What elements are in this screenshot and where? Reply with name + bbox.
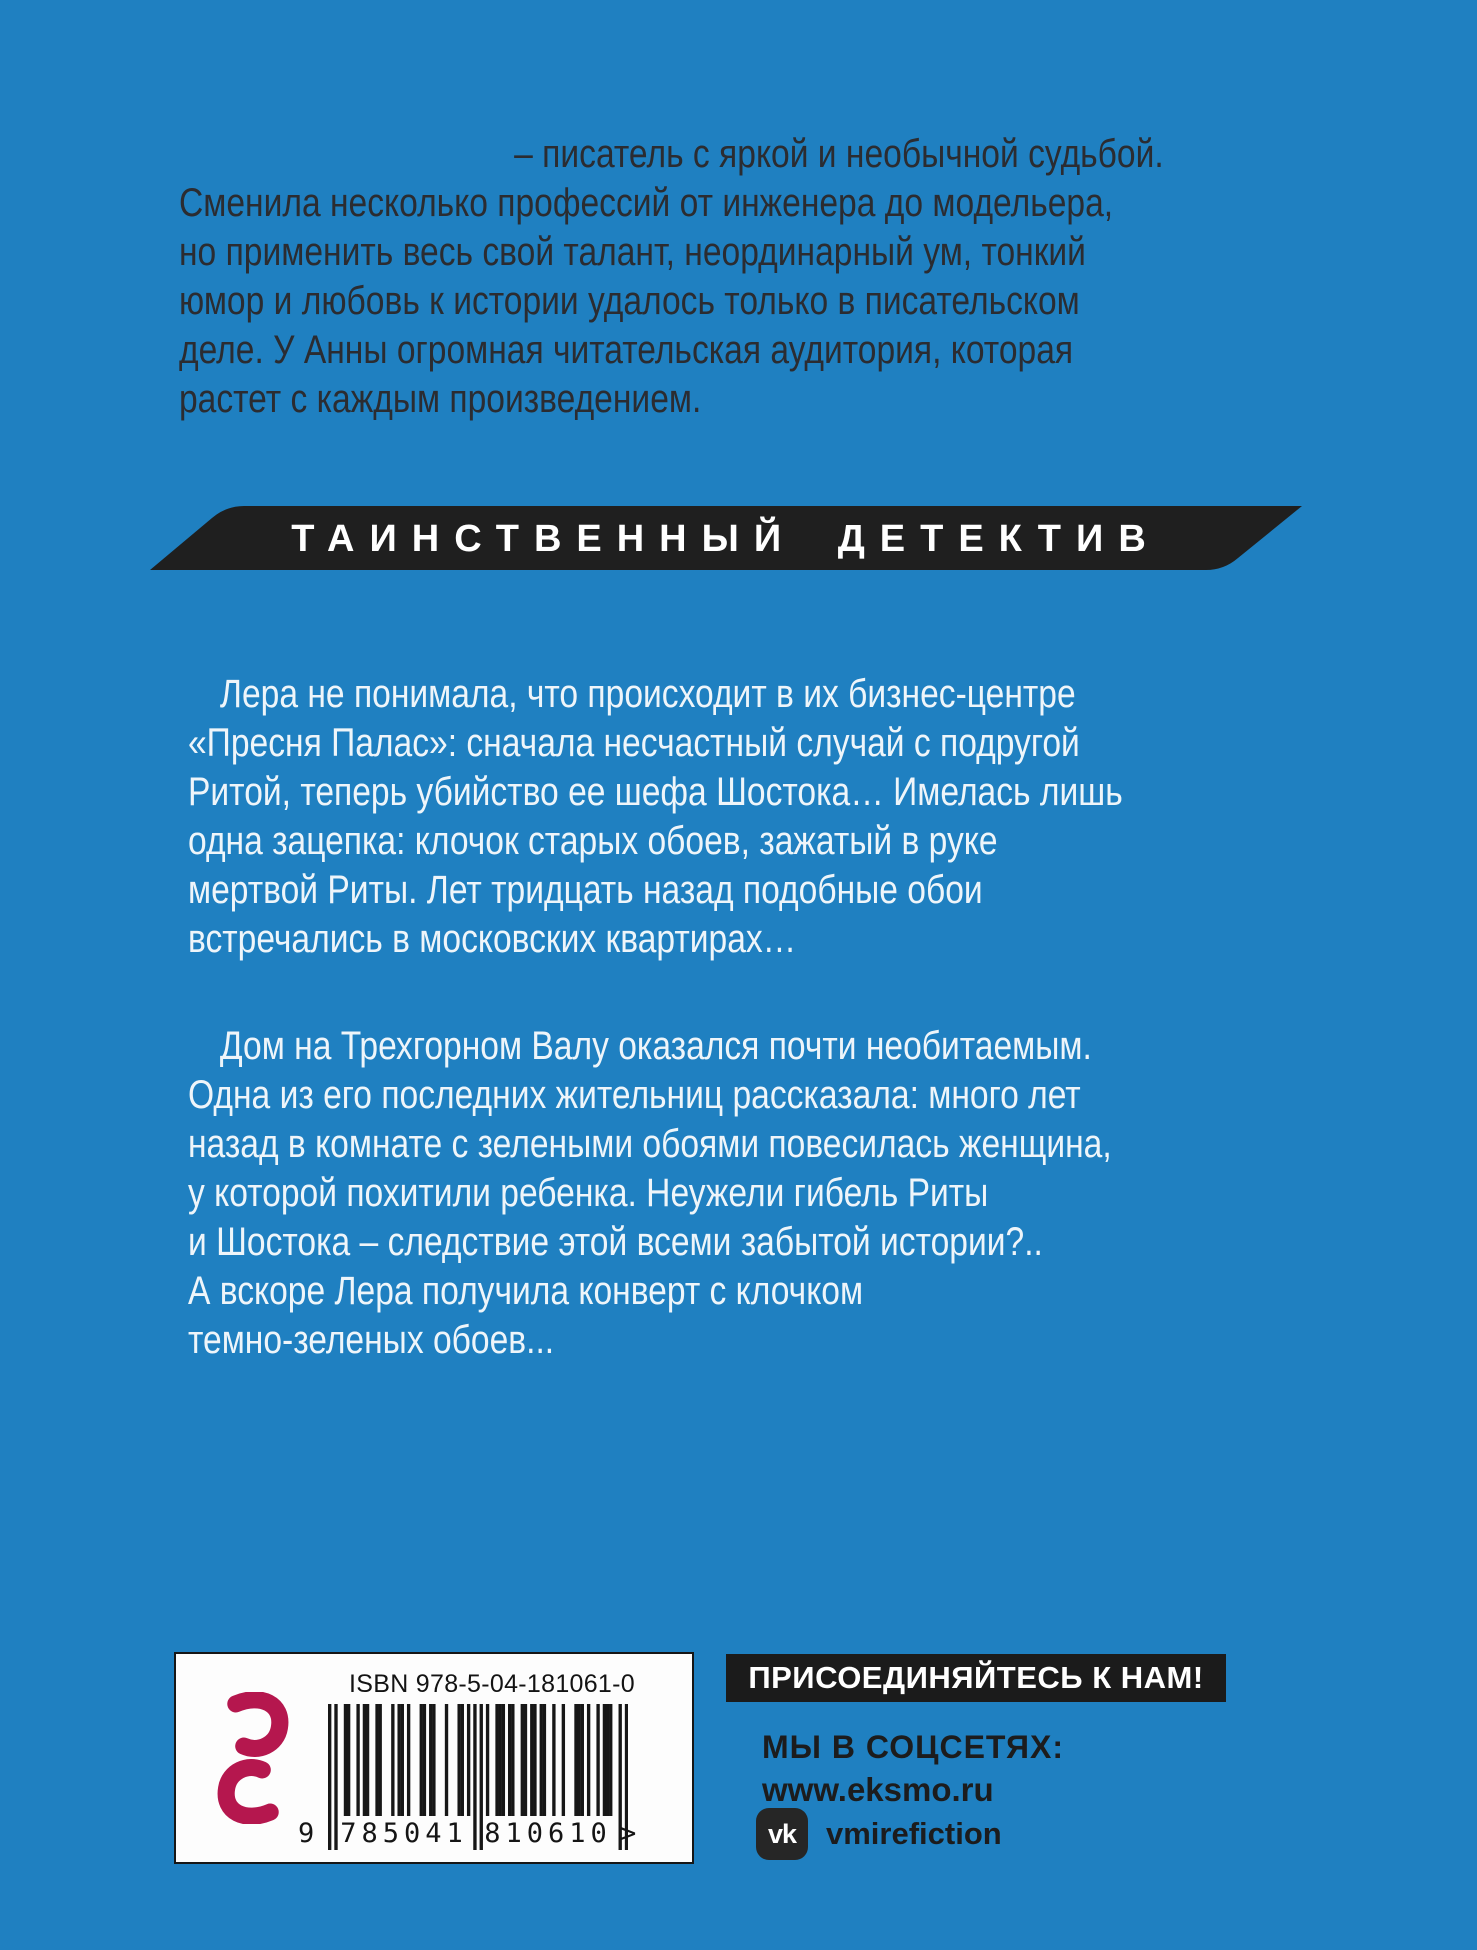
annotation-text: [188, 670, 1129, 1365]
annotation-line: Одна из его последних жительниц рассказала: много лет: [188, 1073, 1081, 1117]
annotation-line: Дом на Трехгорном Валу оказался почти необитаемым.: [219, 1024, 1092, 1068]
intro-line: – писатель с яркой и необычной судьбой.: [514, 132, 1164, 176]
isbn-number: ISBN 978-5-04-181061-0: [349, 1670, 635, 1698]
barcode-digit-group1: 785041: [340, 1818, 468, 1849]
annotation-line: и Шостока – следствие этой всеми забытой истории?..: [188, 1220, 1043, 1264]
isbn-box: [174, 1652, 694, 1864]
annotation-paragraph-1: [188, 670, 1129, 964]
genre-banner-label: ТАИНСТВЕННЫЙ ДЕТЕКТИВ: [291, 517, 1161, 560]
annotation-line: мертвой Риты. Лет тридцать назад подобные обои: [188, 868, 983, 912]
social-heading: МЫ В СОЦСЕТЯХ:: [762, 1729, 1065, 1765]
intro-line: Сменила несколько профессий от инженера до модельера,: [179, 181, 1114, 225]
intro-line: но применить весь свой талант, неординарный ум, тонкий: [179, 230, 1086, 274]
barcode-digit-left: 9: [298, 1818, 315, 1849]
annotation-line: темно-зеленых обоев...: [188, 1318, 555, 1362]
annotation-line: назад в комнате с зелеными обоями повесилась женщина,: [188, 1122, 1112, 1166]
annotation-line: у которой похитили ребенка. Неужели гибель Риты: [188, 1171, 989, 1215]
vk-icon: [756, 1808, 808, 1860]
vk-row: [756, 1808, 1002, 1860]
join-us-banner: [726, 1654, 1226, 1702]
annotation-line: «Пресня Палас»: сначала несчастный случай с подругой: [188, 721, 1080, 765]
annotation-line: Лера не понимала, что происходит в их бизнес-центре: [219, 672, 1076, 716]
annotation-line: Ритой, теперь убийство ее шефа Шостока… Имелась лишь: [188, 770, 1123, 814]
barcode: [298, 1704, 637, 1856]
barcode-digit-end: >: [620, 1818, 637, 1849]
intro-line: растет с каждым произведением.: [179, 377, 702, 421]
website-url: www.eksmo.ru: [762, 1771, 994, 1808]
vk-icon-glyph: vk: [767, 1818, 797, 1849]
intro-line: юмор и любовь к истории удалось только в писательском: [179, 279, 1080, 323]
join-us-label: ПРИСОЕДИНЯЙТЕСЬ К НАМ!: [748, 1660, 1204, 1695]
barcode-digit-group2: 810610: [484, 1818, 612, 1849]
author-intro-paragraph: [179, 130, 1164, 424]
intro-line: деле. У Анны огромная читательская аудитория, которая: [179, 328, 1074, 372]
annotation-line: встречались в московских квартирах…: [188, 917, 797, 961]
genre-banner: [150, 506, 1302, 570]
annotation-paragraph-2: [188, 1022, 1129, 1365]
annotation-line: одна зацепка: клочок старых обоев, зажатый в руке: [188, 819, 998, 863]
eksmo-logo-icon: [210, 1692, 296, 1824]
annotation-line: А вскоре Лера получила конверт с клочком: [188, 1269, 864, 1313]
vk-handle: vmirefiction: [826, 1816, 1002, 1851]
